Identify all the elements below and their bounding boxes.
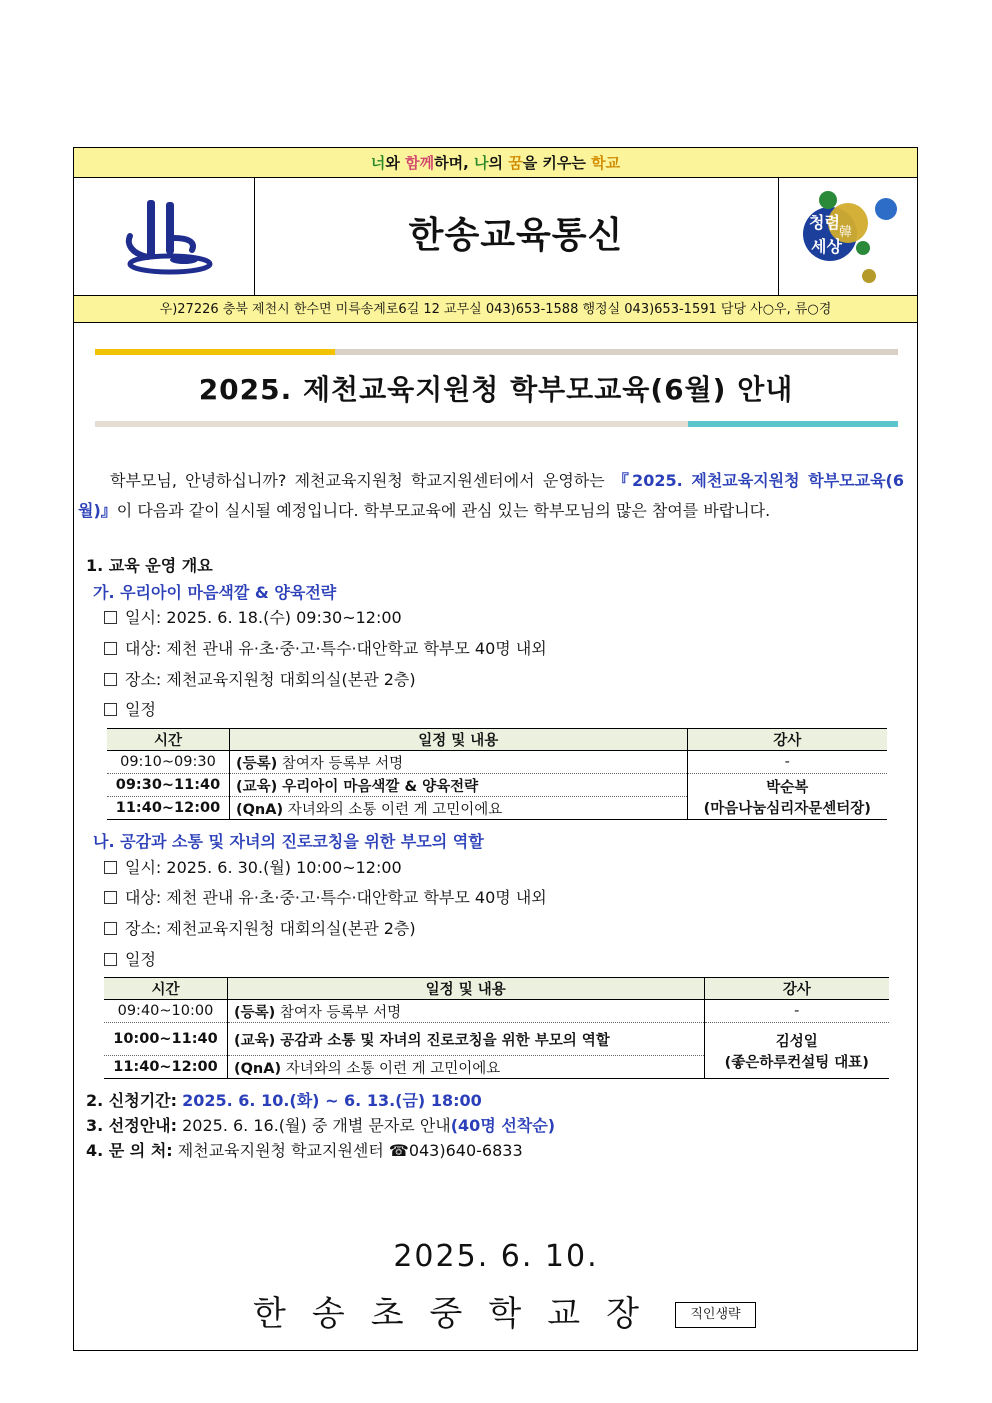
selection-notice [86, 1113, 555, 1136]
intro-text: 이 다음과 같이 실시될 예정입니다. 학부모교육에 관심 있는 학부모님의 많은 참여를 바랍니다. [116, 501, 771, 520]
row-time: 09:40~10:00 [104, 1000, 227, 1023]
checkbox-icon [104, 642, 117, 655]
lecturer-name: 김성일 [775, 1033, 818, 1050]
row-content [227, 1056, 704, 1079]
lecturer-org: (마음나눔심리자문센터장) [703, 800, 871, 817]
schedule-label-text: 일정 [125, 950, 156, 969]
motto-part: 나 [474, 154, 489, 172]
row-tag: (QnA) [235, 801, 284, 818]
motto-part: 을 키우는 [522, 154, 592, 172]
schedule-label-text: 일정 [125, 700, 156, 719]
row-content [227, 1023, 704, 1056]
col-lecturer: 강사 [687, 729, 887, 751]
motto-part: 함께 [405, 154, 435, 172]
program-b-place-text: 장소: 제천교육지원청 대회의실(본관 2층) [125, 919, 416, 938]
row-content [229, 797, 687, 820]
row-content-text: 참여자 등록부 서명 [275, 1004, 402, 1021]
motto-part: 학교 [591, 154, 621, 172]
checkbox-icon [104, 891, 117, 904]
table-row [107, 774, 887, 797]
program-a-date [104, 605, 402, 628]
lecturer-cell [687, 774, 887, 820]
row-tag: (등록) [233, 1004, 276, 1021]
school-motto [74, 148, 917, 178]
motto-part: 의 [488, 154, 509, 172]
checkbox-icon [104, 703, 117, 716]
motto-part: 꿈 [508, 154, 523, 172]
label: 4. 문 의 처: [86, 1141, 173, 1160]
row-content [227, 1000, 704, 1023]
program-b-date [104, 855, 402, 878]
program-a-target [104, 636, 547, 659]
table-row [107, 751, 887, 774]
value: 2025. 6. 10.(화) ~ 6. 13.(금) 18:00 [182, 1091, 482, 1110]
label: 2. 신청기간: [86, 1091, 178, 1110]
school-logo-icon [74, 178, 254, 294]
label: 3. 선정안내: [86, 1116, 178, 1135]
integrity-badge-cell [778, 178, 918, 295]
col-content: 일정 및 내용 [227, 978, 704, 1000]
row-time: 09:30~11:40 [107, 774, 229, 797]
row-time: 11:40~12:00 [107, 797, 229, 820]
row-tag: (교육) [233, 1032, 276, 1049]
checkbox-icon [104, 611, 117, 624]
lecturer-name: 박순복 [766, 779, 809, 796]
row-content-text: 참여자 등록부 서명 [277, 755, 404, 772]
col-lecturer: 강사 [704, 978, 889, 1000]
program-b-schedule-label [104, 947, 156, 970]
program-b-schedule-table [104, 977, 889, 1079]
col-content: 일정 및 내용 [229, 729, 687, 751]
newsletter-banner [74, 178, 917, 296]
checkbox-icon [104, 861, 117, 874]
row-lecturer: - [687, 751, 887, 774]
row-time: 11:40~12:00 [104, 1056, 227, 1079]
lecturer-org: (좋은하루컨설팅 대표) [724, 1054, 869, 1071]
intro-text: 학부모님, 안녕하십니까? 제천교육지원청 학교지원센터에서 운영하는 [110, 471, 605, 490]
row-content-text: 우리아이 마음색깔 & 양육전략 [277, 778, 479, 795]
table-header-row [107, 729, 887, 751]
program-b-target [104, 885, 547, 908]
title-bar-yellow [95, 349, 335, 355]
checkbox-icon [104, 673, 117, 686]
issue-date: 2025. 6. 10. [393, 1239, 599, 1274]
note: (40명 선착순) [450, 1116, 556, 1135]
program-a-schedule-table [107, 728, 887, 820]
row-time: 10:00~11:40 [104, 1023, 227, 1056]
col-time: 시간 [107, 729, 229, 751]
title-bar-teal [688, 421, 898, 427]
checkbox-icon [104, 953, 117, 966]
row-tag: (QnA) [233, 1060, 282, 1077]
lecturer-cell [704, 1023, 889, 1079]
row-tag: (등록) [235, 755, 278, 772]
checkbox-icon [104, 922, 117, 935]
table-row [104, 1023, 889, 1056]
school-address: 우)27226 충북 제천시 한수면 미륵송계로6길 12 교무실 043)653-1588 행정실 043)653-1591 담당 사○우, 류○경 [74, 296, 917, 323]
table-row [104, 1000, 889, 1023]
intro-paragraph [78, 466, 904, 526]
badge-text: 청렴 [809, 213, 840, 232]
row-lecturer: - [704, 1000, 889, 1023]
row-tag: (교육) [235, 778, 278, 795]
value: 제천교육지원청 학교지원센터 ☎043)640-6833 [177, 1141, 523, 1160]
program-a-target-text: 대상: 제천 관내 유·초·중·고·특수·대안학교 학부모 40명 내외 [125, 639, 547, 658]
table-header-row [104, 978, 889, 1000]
program-a-schedule-label [104, 697, 156, 720]
badge-hanja: 韓 [839, 225, 853, 240]
program-b-title: 나. 공감과 소통 및 자녀의 진로코칭을 위한 부모의 역할 [93, 832, 484, 851]
document-title: 2025. 제천교육지원청 학부모교육(6월) 안내 [198, 373, 794, 406]
newsletter-title: 한송교육통신 [408, 215, 624, 256]
program-a-place-text: 장소: 제천교육지원청 대회의실(본관 2층) [125, 670, 416, 689]
newsletter-title-cell [254, 178, 778, 295]
program-b-place [104, 916, 416, 939]
section-heading: 1. 교육 운영 개요 [86, 556, 213, 575]
program-a-place [104, 667, 416, 690]
school-logo-cell [74, 178, 255, 295]
contact-info [86, 1138, 523, 1161]
row-time: 09:10~09:30 [107, 751, 229, 774]
motto-part: 너 [370, 154, 386, 172]
integrity-badge-icon [779, 178, 918, 294]
row-content [229, 774, 687, 797]
application-period [86, 1088, 482, 1111]
program-b-target-text: 대상: 제천 관내 유·초·중·고·특수·대안학교 학부모 40명 내외 [125, 888, 547, 907]
row-content-text: 공감과 소통 및 자녀의 진로코칭을 위한 부모의 역할 [275, 1032, 610, 1049]
title-bar-beige-bottom [95, 421, 688, 427]
row-content-text: 자녀와의 소통 이런 게 고민이에요 [283, 801, 503, 818]
principal-signature: 한송초중학교장 [253, 1294, 665, 1334]
title-bar-beige [335, 349, 898, 355]
value: 2025. 6. 16.(월) 중 개별 문자로 안내 [182, 1116, 451, 1135]
motto-part: 와 [385, 154, 406, 172]
program-a-date-text: 일시: 2025. 6. 18.(수) 09:30~12:00 [125, 608, 402, 627]
program-a-title: 가. 우리아이 마음색깔 & 양육전략 [93, 583, 337, 602]
program-b-date-text: 일시: 2025. 6. 30.(월) 10:00~12:00 [125, 858, 402, 877]
motto-part: 하며, [434, 154, 474, 172]
row-content [229, 751, 687, 774]
badge-text: 세상 [811, 237, 842, 256]
row-content-text: 자녀와의 소통 이런 게 고민이에요 [281, 1060, 501, 1077]
program-name: 『2025. 제천교육지원청 학부모교육(6월)』 [78, 471, 904, 520]
col-time: 시간 [104, 978, 227, 1000]
seal-omitted-box: 직인생략 [675, 1302, 756, 1328]
